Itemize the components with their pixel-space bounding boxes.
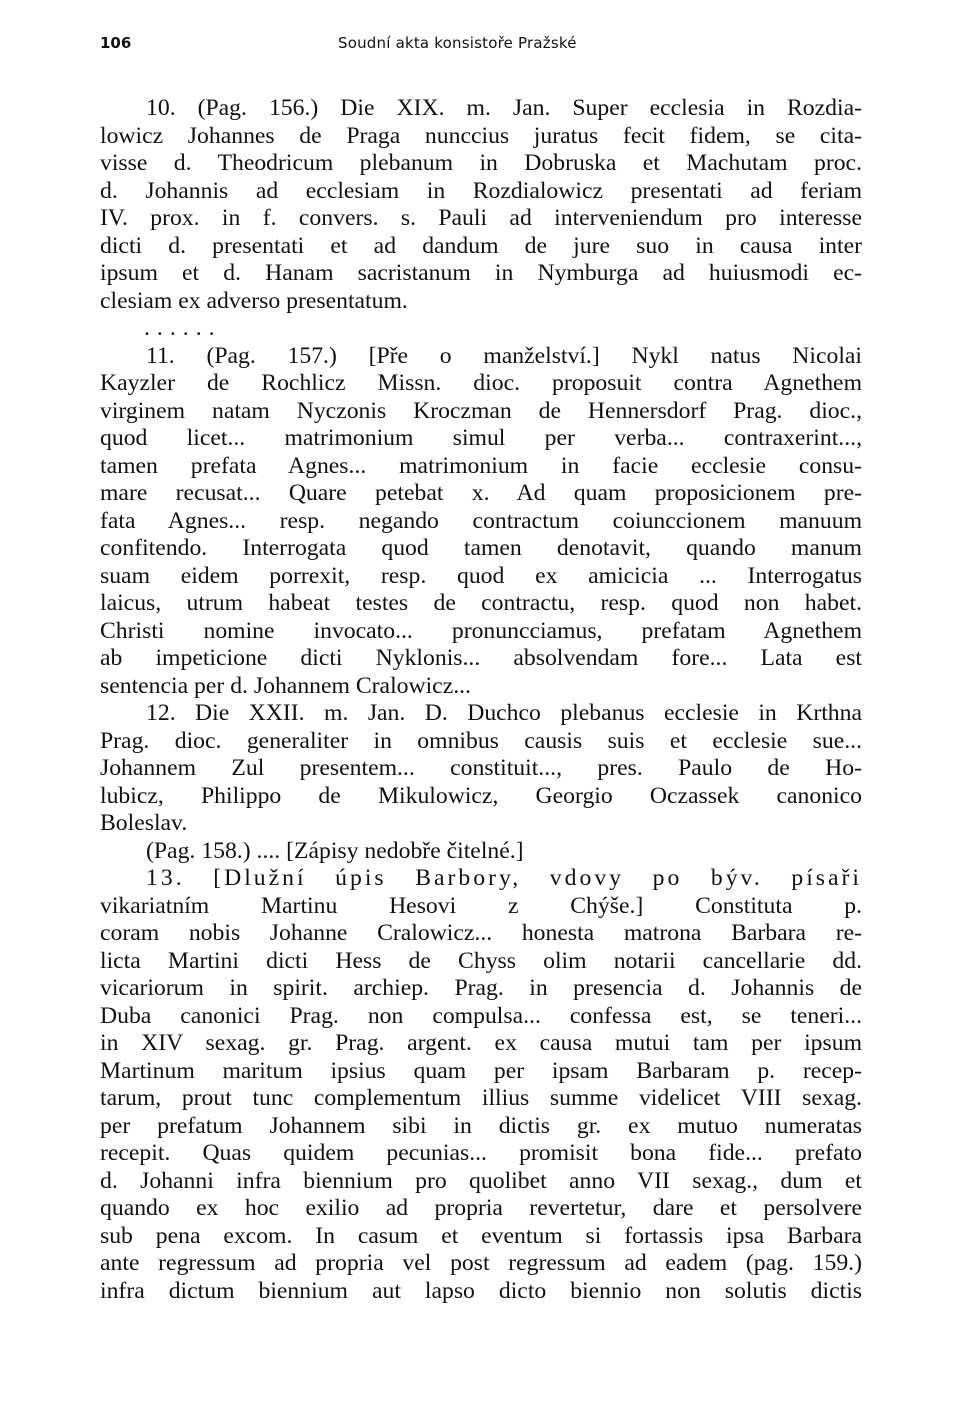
text-line: tamen prefata Agnes... matrimonium in facie ecclesie consu- xyxy=(100,452,862,479)
text-line: in XIV sexag. gr. Prag. argent. ex causa mutui tam per ipsum xyxy=(100,1030,862,1056)
text-line: clesiam ex adverso presentatum. xyxy=(100,287,408,314)
text-line: 11. (Pag. 157.) [Pře o manželství.] Nykl natus Nicolai xyxy=(146,342,862,369)
text-line: infra dictum biennium aut lapso dicto biennio non solutis dictis xyxy=(100,1277,862,1304)
text-line: quando ex hoc exilio ad propria revertetur, dare et persolvere xyxy=(100,1195,862,1221)
text-line: ipsum et d. Hanam sacristanum in Nymburga ad huiusmodi ec- xyxy=(100,260,862,286)
text-line: tarum, prout tunc complementum illius summe videlicet VIII sexag. xyxy=(100,1085,862,1111)
text-line: virginem natam Nyczonis Kroczman de Hennersdorf Prag. dioc., xyxy=(100,397,862,424)
text-line: Duba canonici Prag. non compulsa... confessa est, se teneri... xyxy=(100,1002,862,1029)
text-line: dicti d. presentati et ad dandum de jure suo in causa inter xyxy=(100,232,862,259)
text-line: visse d. Theodricum plebanum in Dobruska et Machutam proc. xyxy=(100,150,862,176)
omission-dots: ...... xyxy=(144,315,222,341)
text-line: Christi nomine invocato... pronuncciamus, prefatam Agnethem xyxy=(100,617,862,644)
text-line: d. Johannis ad ecclesiam in Rozdialowicz presentati ad feriam xyxy=(100,177,862,204)
running-head xyxy=(100,34,860,58)
text-line: licta Martini dicti Hess de Chyss olim notarii cancellarie dd. xyxy=(100,947,862,974)
text-line: sub pena excom. In casum et eventum si fortassis ipsa Barbara xyxy=(100,1222,862,1249)
text-line: 12. Die XXII. m. Jan. D. Duchco plebanus ecclesie in Krthna xyxy=(146,700,862,726)
text-line: vicariorum in spirit. archiep. Prag. in presencia d. Johannis de xyxy=(100,975,862,1001)
text-line: Johannem Zul presentem... constituit..., pres. Paulo de Ho- xyxy=(100,755,862,781)
text-line: Kayzler de Rochlicz Missn. dioc. proposuit contra Agnethem xyxy=(100,370,862,396)
text-line: ante regressum ad propria vel post regressum ad eadem (pag. 159.) xyxy=(100,1250,862,1276)
text-line: (Pag. 158.) .... [Zápisy nedobře čitelné.] xyxy=(146,837,524,864)
text-line: confitendo. Interrogata quod tamen denotavit, quando manum xyxy=(100,535,862,561)
text-line: fata Agnes... resp. negando contractum coiunccionem manuum xyxy=(100,507,862,534)
text-line: vikariatním Martinu Hesovi z Chýše.] Constituta p. xyxy=(100,892,862,919)
text-line: Martinum maritum ipsius quam per ipsam Barbaram p. recep- xyxy=(100,1057,862,1084)
text-line: IV. prox. in f. convers. s. Pauli ad interveniendum pro interesse xyxy=(100,205,862,231)
text-line: quod licet... matrimonium simul per verba... contraxerint..., xyxy=(100,425,862,451)
document-body xyxy=(100,95,862,1305)
text-line: sentencia per d. Johannem Cralowicz... xyxy=(100,672,471,699)
text-line: laicus, utrum habeat testes de contractu, resp. quod non habet. xyxy=(100,590,862,616)
text-line: Prag. dioc. generaliter in omnibus causis suis et ecclesie sue... xyxy=(100,727,862,754)
text-line: mare recusat... Quare petebat x. Ad quam proposicionem pre- xyxy=(100,480,862,506)
text-line: 10. (Pag. 156.) Die XIX. m. Jan. Super ecclesia in Rozdia- xyxy=(146,95,862,121)
text-line: Boleslav. xyxy=(100,810,188,836)
text-line: 13. [Dlužní úpis Barbory, vdovy po býv. písaři xyxy=(146,865,862,891)
text-line: ab impeticione dicti Nyklonis... absolvendam fore... Lata est xyxy=(100,645,862,671)
running-title: Soudní akta konsistoře Pražské xyxy=(338,34,577,52)
page-number: 106 xyxy=(100,34,132,52)
text-line: suam eidem porrexit, resp. quod ex amicicia ... Interrogatus xyxy=(100,562,862,589)
text-line: lowicz Johannes de Praga nunccius juratus fecit fidem, se cita- xyxy=(100,122,862,149)
text-line: d. Johanni infra biennium pro quolibet anno VII sexag., dum et xyxy=(100,1167,862,1194)
text-line: per prefatum Johannem sibi in dictis gr. ex mutuo numeratas xyxy=(100,1112,862,1139)
text-line: lubicz, Philippo de Mikulowicz, Georgio Oczassek canonico xyxy=(100,782,862,809)
text-line: recepit. Quas quidem pecunias... promisit bona fide... prefato xyxy=(100,1140,862,1166)
text-line: coram nobis Johanne Cralowicz... honesta matrona Barbara re- xyxy=(100,920,862,946)
